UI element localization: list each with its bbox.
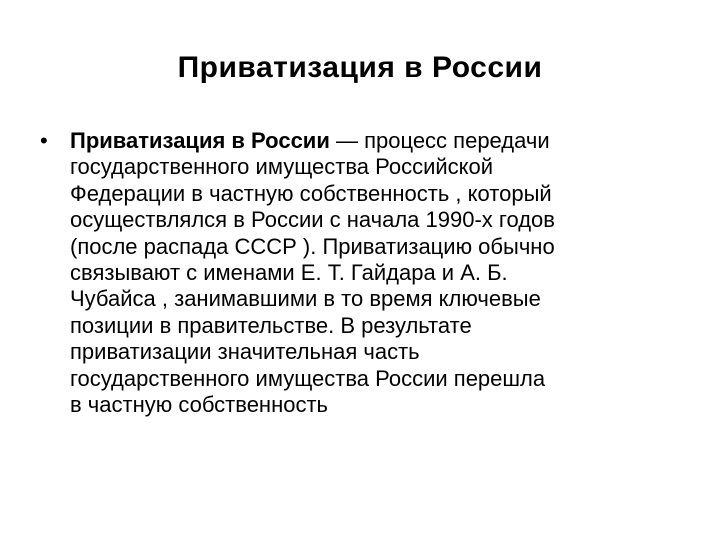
bullet-line-11: в частную собственность	[70, 392, 328, 418]
bullet-line-8: позиции в правительстве. В результате	[70, 312, 472, 338]
bullet-line-9: приватизации значительная часть	[70, 339, 420, 365]
bullet-line-7: Чубайса , занимавшими в то время ключевые	[70, 286, 541, 312]
bullet-line-10: государственного имущества России перешла	[70, 365, 546, 391]
bullet-line-1-text: — процесс передачи	[329, 128, 550, 153]
bullet-line-2: государственного имущества Российской	[70, 154, 494, 180]
bullet-line-3: Федерации в частную собственность , который	[70, 180, 552, 206]
bullet-marker: •	[40, 128, 48, 153]
bullet-lead-term: Приватизация в России	[70, 128, 330, 153]
bullet-line-1	[70, 128, 686, 154]
bullet-line-6: связывают с именами Е. Т. Гайдара и А. Б.	[70, 260, 508, 286]
bullet-line-5: (после распада СССР ). Приватизацию обычно	[70, 233, 555, 259]
slide-content	[36, 128, 686, 418]
bullet-line-4: осуществлялся в России с начала 1990-х годов	[70, 207, 555, 233]
bullet-item	[36, 128, 686, 418]
slide-title: Приватизация в России	[177, 51, 543, 84]
